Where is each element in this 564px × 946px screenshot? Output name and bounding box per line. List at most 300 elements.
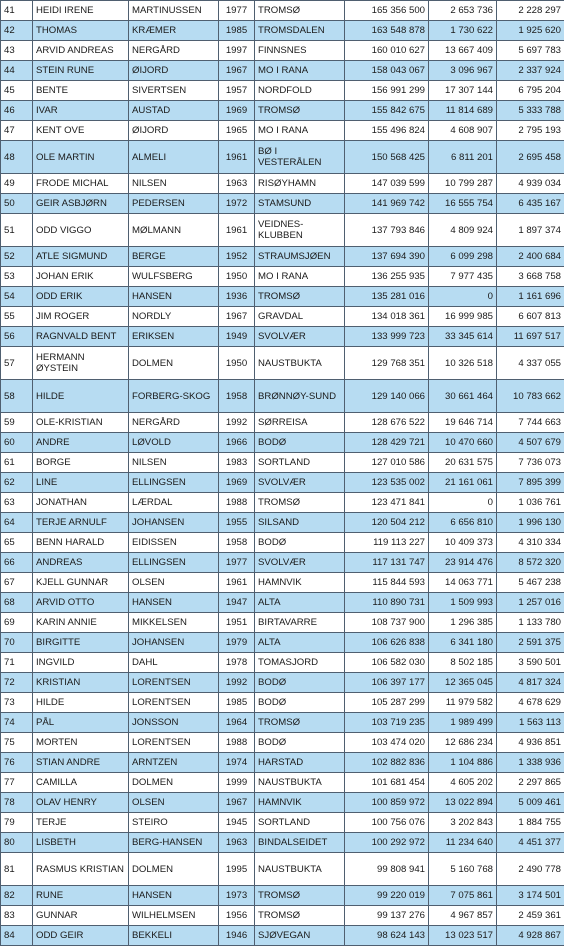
birth-year-cell: 1974: [219, 753, 255, 773]
place-cell: TROMSØ: [255, 287, 345, 307]
place-cell: ALTA: [255, 633, 345, 653]
wealth-cell: 16 555 754: [429, 194, 497, 214]
last-name-cell: NILSEN: [129, 453, 219, 473]
wealth-cell: 3 202 843: [429, 813, 497, 833]
wealth-cell: 0: [429, 287, 497, 307]
tax-cell: 1 884 755: [497, 813, 564, 833]
table-row: [1, 214, 564, 247]
place-cell: TROMSØ: [255, 101, 345, 121]
wealth-cell: 7 977 435: [429, 267, 497, 287]
table-row: [1, 413, 564, 433]
last-name-cell: LØVOLD: [129, 433, 219, 453]
wealth-cell: 33 345 614: [429, 327, 497, 347]
wealth-cell: 30 661 464: [429, 380, 497, 413]
wealth-cell: 6 811 201: [429, 141, 497, 174]
birth-year-cell: 1955: [219, 513, 255, 533]
first-name-cell: KARIN ANNIE: [33, 613, 129, 633]
last-name-cell: PEDERSEN: [129, 194, 219, 214]
birth-year-cell: 1988: [219, 493, 255, 513]
rank-cell: 61: [1, 453, 33, 473]
place-cell: BODØ: [255, 733, 345, 753]
first-name-cell: OLAV HENRY: [33, 793, 129, 813]
wealth-cell: 11 814 689: [429, 101, 497, 121]
income-cell: 106 582 030: [345, 653, 429, 673]
birth-year-cell: 1961: [219, 573, 255, 593]
last-name-cell: KRÆMER: [129, 21, 219, 41]
place-cell: NAUSTBUKTA: [255, 853, 345, 886]
table-row: [1, 121, 564, 141]
tax-cell: 4 928 867: [497, 926, 564, 946]
last-name-cell: MØLMANN: [129, 214, 219, 247]
income-cell: 103 719 235: [345, 713, 429, 733]
birth-year-cell: 1961: [219, 214, 255, 247]
first-name-cell: KJELL GUNNAR: [33, 573, 129, 593]
table-row: [1, 753, 564, 773]
place-cell: TROMSØ: [255, 886, 345, 906]
wealth-cell: 13 023 517: [429, 926, 497, 946]
place-cell: STRAUMSJØEN: [255, 247, 345, 267]
first-name-cell: JOHAN ERIK: [33, 267, 129, 287]
place-cell: BIRTAVARRE: [255, 613, 345, 633]
place-cell: NAUSTBUKTA: [255, 347, 345, 380]
wealth-cell: 17 307 144: [429, 81, 497, 101]
last-name-cell: HANSEN: [129, 287, 219, 307]
income-cell: 119 113 227: [345, 533, 429, 553]
place-cell: TROMSØ: [255, 906, 345, 926]
first-name-cell: OLE-KRISTIAN: [33, 413, 129, 433]
first-name-cell: KRISTIAN: [33, 673, 129, 693]
table-row: [1, 347, 564, 380]
income-cell: 105 287 299: [345, 693, 429, 713]
wealth-cell: 11 234 640: [429, 833, 497, 853]
last-name-cell: JONSSON: [129, 713, 219, 733]
income-cell: 106 626 838: [345, 633, 429, 653]
place-cell: TROMSDALEN: [255, 21, 345, 41]
tax-cell: 4 936 851: [497, 733, 564, 753]
rank-cell: 82: [1, 886, 33, 906]
wealth-cell: 7 075 861: [429, 886, 497, 906]
tax-cell: 5 697 783: [497, 41, 564, 61]
first-name-cell: JONATHAN: [33, 493, 129, 513]
table-row: [1, 833, 564, 853]
place-cell: RISØYHAMN: [255, 174, 345, 194]
first-name-cell: STEIN RUNE: [33, 61, 129, 81]
wealth-cell: 2 653 736: [429, 1, 497, 21]
last-name-cell: JOHANSEN: [129, 633, 219, 653]
rank-cell: 58: [1, 380, 33, 413]
income-cell: 137 793 846: [345, 214, 429, 247]
place-cell: SVOLVÆR: [255, 327, 345, 347]
last-name-cell: AUSTAD: [129, 101, 219, 121]
income-cell: 99 220 019: [345, 886, 429, 906]
last-name-cell: ELLINGSEN: [129, 473, 219, 493]
income-cell: 150 568 425: [345, 141, 429, 174]
income-cell: 129 140 066: [345, 380, 429, 413]
last-name-cell: SIVERTSEN: [129, 81, 219, 101]
tax-cell: 2 400 684: [497, 247, 564, 267]
last-name-cell: LORENTSEN: [129, 733, 219, 753]
birth-year-cell: 1964: [219, 713, 255, 733]
first-name-cell: RAGNVALD BENT: [33, 327, 129, 347]
place-cell: VEIDNES-KLUBBEN: [255, 214, 345, 247]
birth-year-cell: 1997: [219, 41, 255, 61]
place-cell: STAMSUND: [255, 194, 345, 214]
tax-cell: 4 817 324: [497, 673, 564, 693]
wealth-cell: 1 296 385: [429, 613, 497, 633]
birth-year-cell: 1957: [219, 81, 255, 101]
birth-year-cell: 1967: [219, 793, 255, 813]
rank-cell: 69: [1, 613, 33, 633]
birth-year-cell: 1966: [219, 433, 255, 453]
first-name-cell: ARVID OTTO: [33, 593, 129, 613]
income-cell: 135 281 016: [345, 287, 429, 307]
first-name-cell: ANDREAS: [33, 553, 129, 573]
last-name-cell: ARNTZEN: [129, 753, 219, 773]
wealth-cell: 12 365 045: [429, 673, 497, 693]
income-cell: 117 131 747: [345, 553, 429, 573]
last-name-cell: STEIRO: [129, 813, 219, 833]
table-row: [1, 21, 564, 41]
place-cell: HARSTAD: [255, 753, 345, 773]
rank-cell: 57: [1, 347, 33, 380]
last-name-cell: ELLINGSEN: [129, 553, 219, 573]
place-cell: SØRREISA: [255, 413, 345, 433]
last-name-cell: LORENTSEN: [129, 693, 219, 713]
income-cell: 102 882 836: [345, 753, 429, 773]
table-row: [1, 61, 564, 81]
tax-cell: 1 897 374: [497, 214, 564, 247]
first-name-cell: HILDE: [33, 693, 129, 713]
rank-cell: 73: [1, 693, 33, 713]
place-cell: FINNSNES: [255, 41, 345, 61]
rank-cell: 63: [1, 493, 33, 513]
tax-cell: 2 297 865: [497, 773, 564, 793]
wealth-cell: 1 509 993: [429, 593, 497, 613]
wealth-cell: 11 979 582: [429, 693, 497, 713]
rank-cell: 50: [1, 194, 33, 214]
tax-cell: 1 161 696: [497, 287, 564, 307]
tax-cell: 6 795 204: [497, 81, 564, 101]
wealth-cell: 1 104 886: [429, 753, 497, 773]
place-cell: HAMNVIK: [255, 573, 345, 593]
place-cell: BØ I VESTERÅLEN: [255, 141, 345, 174]
birth-year-cell: 1967: [219, 61, 255, 81]
first-name-cell: PÅL: [33, 713, 129, 733]
table-row: [1, 287, 564, 307]
income-cell: 98 624 143: [345, 926, 429, 946]
wealth-cell: 14 063 771: [429, 573, 497, 593]
first-name-cell: THOMAS: [33, 21, 129, 41]
last-name-cell: DOLMEN: [129, 347, 219, 380]
tax-cell: 2 459 361: [497, 906, 564, 926]
table-row: [1, 553, 564, 573]
tax-cell: 3 174 501: [497, 886, 564, 906]
first-name-cell: BORGE: [33, 453, 129, 473]
wealth-cell: 20 631 575: [429, 453, 497, 473]
table-row: [1, 267, 564, 287]
rank-cell: 52: [1, 247, 33, 267]
income-cell: 128 676 522: [345, 413, 429, 433]
wealth-cell: 13 667 409: [429, 41, 497, 61]
table-row: [1, 653, 564, 673]
wealth-cell: 13 022 894: [429, 793, 497, 813]
rank-cell: 79: [1, 813, 33, 833]
birth-year-cell: 1956: [219, 906, 255, 926]
last-name-cell: DOLMEN: [129, 853, 219, 886]
income-cell: 155 496 824: [345, 121, 429, 141]
rank-cell: 72: [1, 673, 33, 693]
first-name-cell: HILDE: [33, 380, 129, 413]
place-cell: SVOLVÆR: [255, 553, 345, 573]
birth-year-cell: 1949: [219, 327, 255, 347]
place-cell: TOMASJORD: [255, 653, 345, 673]
first-name-cell: CAMILLA: [33, 773, 129, 793]
first-name-cell: INGVILD: [33, 653, 129, 673]
rank-cell: 55: [1, 307, 33, 327]
tax-cell: 4 451 377: [497, 833, 564, 853]
rank-cell: 51: [1, 214, 33, 247]
rank-cell: 66: [1, 553, 33, 573]
income-cell: 120 504 212: [345, 513, 429, 533]
birth-year-cell: 1977: [219, 553, 255, 573]
place-cell: ALTA: [255, 593, 345, 613]
table-row: [1, 194, 564, 214]
tax-cell: 2 337 924: [497, 61, 564, 81]
birth-year-cell: 1988: [219, 733, 255, 753]
table-row: [1, 513, 564, 533]
birth-year-cell: 1951: [219, 613, 255, 633]
table-row: [1, 886, 564, 906]
income-cell: 100 859 972: [345, 793, 429, 813]
first-name-cell: ATLE SIGMUND: [33, 247, 129, 267]
rank-cell: 74: [1, 713, 33, 733]
table-row: [1, 593, 564, 613]
wealth-cell: 6 656 810: [429, 513, 497, 533]
tax-cell: 1 925 620: [497, 21, 564, 41]
wealth-cell: 6 099 298: [429, 247, 497, 267]
tax-cell: 1 036 761: [497, 493, 564, 513]
table-row: [1, 633, 564, 653]
rank-cell: 76: [1, 753, 33, 773]
birth-year-cell: 1979: [219, 633, 255, 653]
table-row: [1, 141, 564, 174]
place-cell: SJØVEGAN: [255, 926, 345, 946]
tax-cell: 6 435 167: [497, 194, 564, 214]
first-name-cell: BENTE: [33, 81, 129, 101]
rank-cell: 56: [1, 327, 33, 347]
income-cell: 156 991 299: [345, 81, 429, 101]
last-name-cell: EIDISSEN: [129, 533, 219, 553]
first-name-cell: MORTEN: [33, 733, 129, 753]
wealth-cell: 3 096 967: [429, 61, 497, 81]
rank-cell: 48: [1, 141, 33, 174]
last-name-cell: ØIJORD: [129, 61, 219, 81]
birth-year-cell: 1961: [219, 141, 255, 174]
table-row: [1, 81, 564, 101]
tax-cell: 5 333 788: [497, 101, 564, 121]
birth-year-cell: 1969: [219, 101, 255, 121]
place-cell: TROMSØ: [255, 713, 345, 733]
income-cell: 100 756 076: [345, 813, 429, 833]
rank-cell: 53: [1, 267, 33, 287]
place-cell: NORDFOLD: [255, 81, 345, 101]
rank-cell: 43: [1, 41, 33, 61]
income-cell: 136 255 935: [345, 267, 429, 287]
income-cell: 100 292 972: [345, 833, 429, 853]
birth-year-cell: 1946: [219, 926, 255, 946]
first-name-cell: OLE MARTIN: [33, 141, 129, 174]
place-cell: BRØNNØY-SUND: [255, 380, 345, 413]
table-row: [1, 101, 564, 121]
last-name-cell: LÆRDAL: [129, 493, 219, 513]
last-name-cell: WILHELMSEN: [129, 906, 219, 926]
first-name-cell: ODD VIGGO: [33, 214, 129, 247]
wealth-cell: 19 646 714: [429, 413, 497, 433]
tax-cell: 5 467 238: [497, 573, 564, 593]
first-name-cell: JIM ROGER: [33, 307, 129, 327]
birth-year-cell: 1950: [219, 267, 255, 287]
table-row: [1, 307, 564, 327]
birth-year-cell: 1995: [219, 853, 255, 886]
rank-cell: 78: [1, 793, 33, 813]
tax-cell: 2 695 458: [497, 141, 564, 174]
tax-cell: 7 736 073: [497, 453, 564, 473]
rank-cell: 67: [1, 573, 33, 593]
tax-cell: 2 591 375: [497, 633, 564, 653]
rank-cell: 59: [1, 413, 33, 433]
rank-cell: 83: [1, 906, 33, 926]
birth-year-cell: 1992: [219, 673, 255, 693]
first-name-cell: LINE: [33, 473, 129, 493]
table-row: [1, 733, 564, 753]
table-row: [1, 773, 564, 793]
income-cell: 129 768 351: [345, 347, 429, 380]
place-cell: SILSAND: [255, 513, 345, 533]
first-name-cell: GUNNAR: [33, 906, 129, 926]
last-name-cell: BEKKELI: [129, 926, 219, 946]
income-cell: 128 429 721: [345, 433, 429, 453]
first-name-cell: IVAR: [33, 101, 129, 121]
birth-year-cell: 1992: [219, 413, 255, 433]
birth-year-cell: 1958: [219, 533, 255, 553]
first-name-cell: BENN HARALD: [33, 533, 129, 553]
tax-cell: 2 795 193: [497, 121, 564, 141]
birth-year-cell: 1967: [219, 307, 255, 327]
tax-cell: 11 697 517: [497, 327, 564, 347]
tax-cell: 2 228 297: [497, 1, 564, 21]
table-row: [1, 1, 564, 21]
wealth-cell: 10 326 518: [429, 347, 497, 380]
income-cell: 141 969 742: [345, 194, 429, 214]
last-name-cell: BERGE: [129, 247, 219, 267]
first-name-cell: HEIDI IRENE: [33, 1, 129, 21]
last-name-cell: OLSEN: [129, 573, 219, 593]
rank-cell: 49: [1, 174, 33, 194]
first-name-cell: ODD ERIK: [33, 287, 129, 307]
place-cell: BODØ: [255, 673, 345, 693]
income-cell: 99 137 276: [345, 906, 429, 926]
income-cell: 133 999 723: [345, 327, 429, 347]
income-cell: 155 842 675: [345, 101, 429, 121]
income-cell: 106 397 177: [345, 673, 429, 693]
first-name-cell: ARVID ANDREAS: [33, 41, 129, 61]
rank-cell: 62: [1, 473, 33, 493]
wealth-cell: 12 686 234: [429, 733, 497, 753]
place-cell: MO I RANA: [255, 61, 345, 81]
income-cell: 163 548 878: [345, 21, 429, 41]
place-cell: BODØ: [255, 433, 345, 453]
table-row: [1, 673, 564, 693]
rank-cell: 64: [1, 513, 33, 533]
place-cell: MO I RANA: [255, 121, 345, 141]
rank-cell: 77: [1, 773, 33, 793]
table-row: [1, 533, 564, 553]
rank-cell: 71: [1, 653, 33, 673]
last-name-cell: OLSEN: [129, 793, 219, 813]
table-body: [1, 1, 564, 946]
birth-year-cell: 1950: [219, 347, 255, 380]
first-name-cell: LISBETH: [33, 833, 129, 853]
income-cell: 147 039 599: [345, 174, 429, 194]
last-name-cell: MARTINUSSEN: [129, 1, 219, 21]
tax-cell: 4 939 034: [497, 174, 564, 194]
birth-year-cell: 1965: [219, 121, 255, 141]
rank-cell: 80: [1, 833, 33, 853]
last-name-cell: LORENTSEN: [129, 673, 219, 693]
tax-cell: 1 563 113: [497, 713, 564, 733]
last-name-cell: FORBERG-SKOG: [129, 380, 219, 413]
income-cell: 103 474 020: [345, 733, 429, 753]
rank-cell: 45: [1, 81, 33, 101]
rank-cell: 60: [1, 433, 33, 453]
rank-cell: 47: [1, 121, 33, 141]
table-row: [1, 573, 564, 593]
table-row: [1, 853, 564, 886]
table-row: [1, 453, 564, 473]
income-cell: 165 356 500: [345, 1, 429, 21]
tax-cell: 4 337 055: [497, 347, 564, 380]
last-name-cell: ØIJORD: [129, 121, 219, 141]
table-row: [1, 693, 564, 713]
wealth-cell: 0: [429, 493, 497, 513]
place-cell: BINDALSEIDET: [255, 833, 345, 853]
tax-cell: 1 133 780: [497, 613, 564, 633]
last-name-cell: HANSEN: [129, 593, 219, 613]
place-cell: SORTLAND: [255, 453, 345, 473]
last-name-cell: NILSEN: [129, 174, 219, 194]
birth-year-cell: 1983: [219, 453, 255, 473]
rank-cell: 42: [1, 21, 33, 41]
place-cell: BODØ: [255, 693, 345, 713]
birth-year-cell: 1958: [219, 380, 255, 413]
tax-cell: 4 507 679: [497, 433, 564, 453]
wealth-cell: 5 160 768: [429, 853, 497, 886]
birth-year-cell: 1985: [219, 21, 255, 41]
rank-cell: 75: [1, 733, 33, 753]
first-name-cell: RUNE: [33, 886, 129, 906]
first-name-cell: STIAN ANDRE: [33, 753, 129, 773]
rank-cell: 44: [1, 61, 33, 81]
birth-year-cell: 1936: [219, 287, 255, 307]
income-cell: 137 694 390: [345, 247, 429, 267]
first-name-cell: TERJE ARNULF: [33, 513, 129, 533]
last-name-cell: DOLMEN: [129, 773, 219, 793]
birth-year-cell: 1985: [219, 693, 255, 713]
table-row: [1, 713, 564, 733]
wealth-cell: 4 608 907: [429, 121, 497, 141]
rank-cell: 54: [1, 287, 33, 307]
birth-year-cell: 1977: [219, 1, 255, 21]
